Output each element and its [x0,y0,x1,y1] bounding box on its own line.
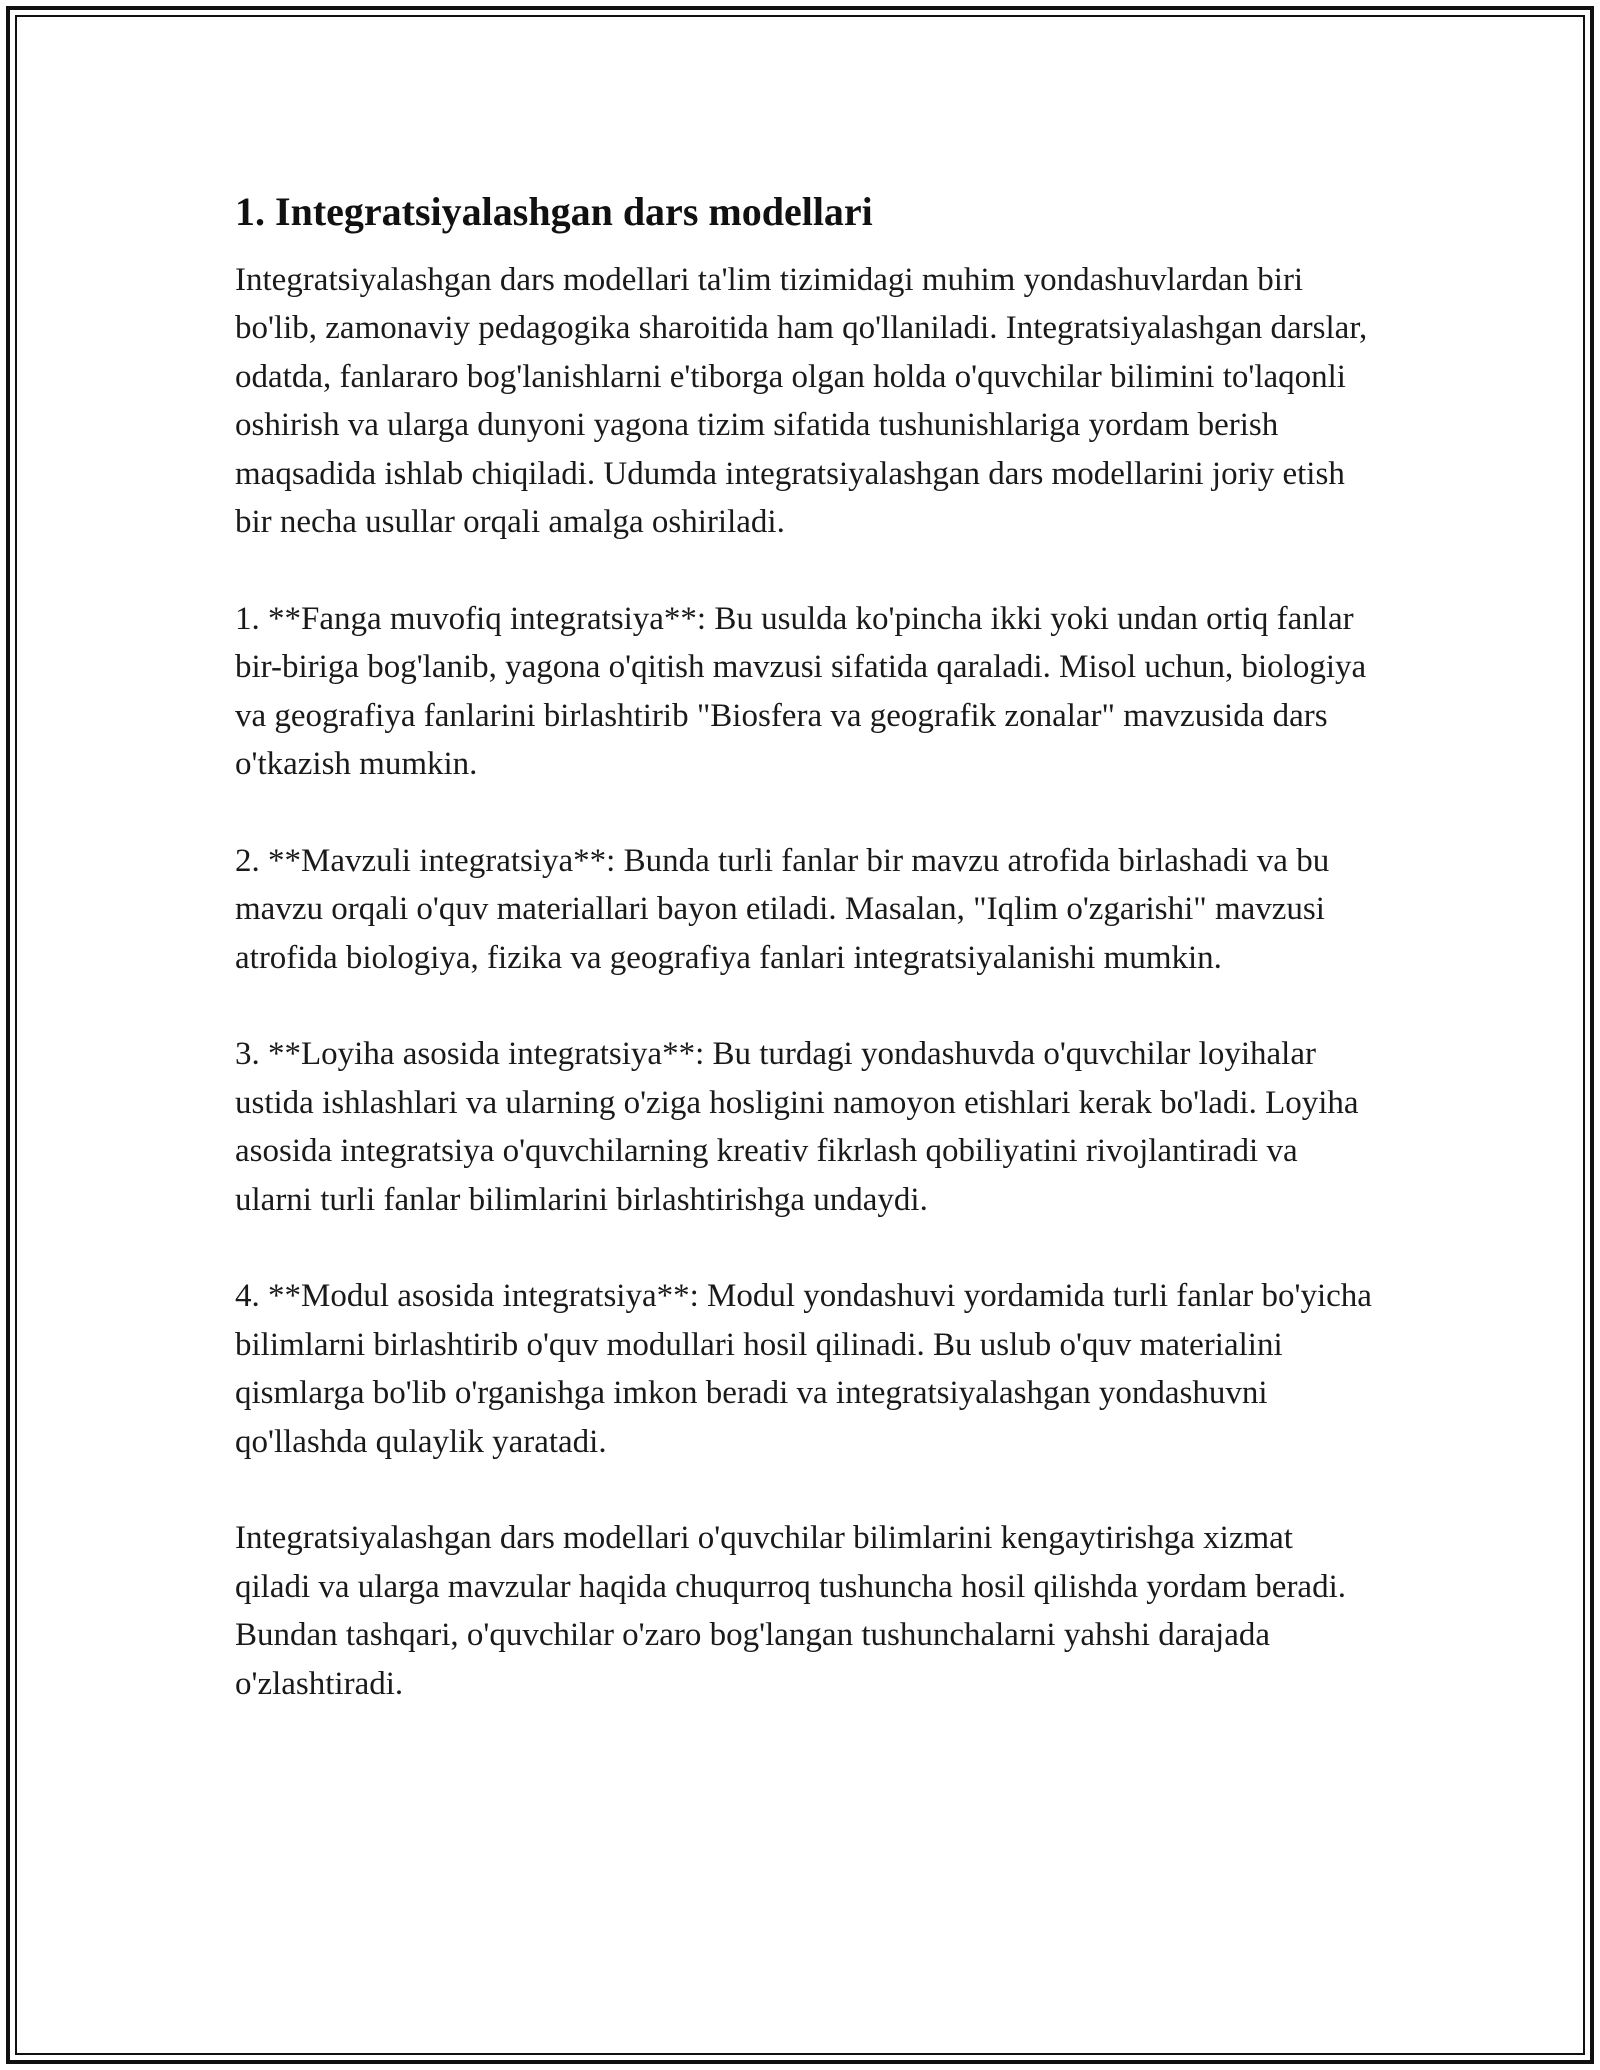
conclusion-paragraph: Integratsiyalashgan dars modellari o'quvchilar bilimlarini kengaytirishga xizmat qiladi va ularga mavzular haqida chuqurroq tushuncha hosil qilishda yordam beradi. Bundan tashqari, o'quvchilar o'zaro bog'langan tushunchalarni yahshi darajada o'zlashtiradi. [235,1520,1346,1702]
intro-paragraph: Integratsiyalashgan dars modellari ta'lim tizimidagi muhim yondashuvlardan biri bo'lib, zamonaviy pedagogika sharoitida ham qo'llaniladi. Integratsiyalashgan darslar, odatda, fanlararo bog'lanishlarni e'tiborga olgan holda o'quvchilar bilimini to'laqonli oshirish va ularga dunyoni yagona tizim sifatida tushunishlariga yordam berish maqsadida ishlab chiqiladi. Udumda integratsiyalashgan dars modellarini joriy etish bir necha usullar orqali amalga oshiriladi. [235,262,1368,541]
list-item-project-integration: 3. **Loyiha asosida integratsiya**: Bu turdagi yondashuvda o'quvchilar loyihalar ustida ishlashlari va ularning o'ziga hosligini namoyon etishlari kerak bo'ladi. Loyiha asosida integratsiya o'quvchilarning kreativ fikrlash qobiliyatini rivojlantiradi va ularni turli fanlar bilimlarini birlashtirishga undaydi. [235,1036,1359,1218]
list-item-subject-integration: 1. **Fanga muvofiq integratsiya**: Bu usulda ko'pincha ikki yoki undan ortiq fanlar bir-biriga bog'lanib, yagona o'qitish mavzusi sifatida qaraladi. Misol uchun, biologiya va geografiya fanlarini birlashtirib "Biosfera va geografik zonalar" mavzusida dars o'tkazish mumkin. [235,600,1367,783]
list-item-module-integration: 4. **Modul asosida integratsiya**: Modul yondashuvi yordamida turli fanlar bo'yicha bilimlarni birlashtirib o'quv modullari hosil qilinadi. Bu uslub o'quv materialini qismlarga bo'lib o'rganishga imkon beradi va integratsiyalashgan yondashuvni qo'llashda qulaylik yaratadi. [235,1278,1372,1460]
section-heading: 1. Integratsiyalashgan dars modellari [235,189,873,234]
document-body [235,184,1375,1708]
list-item-thematic-integration: 2. **Mavzuli integratsiya**: Bunda turli fanlar bir mavzu atrofida birlashadi va bu mavzu orqali o'quv materiallari bayon etiladi. Masalan, "Iqlim o'zgarishi" mavzusi atrofida biologiya, fizika va geografiya fanlari integratsiyalanishi mumkin. [235,842,1330,976]
